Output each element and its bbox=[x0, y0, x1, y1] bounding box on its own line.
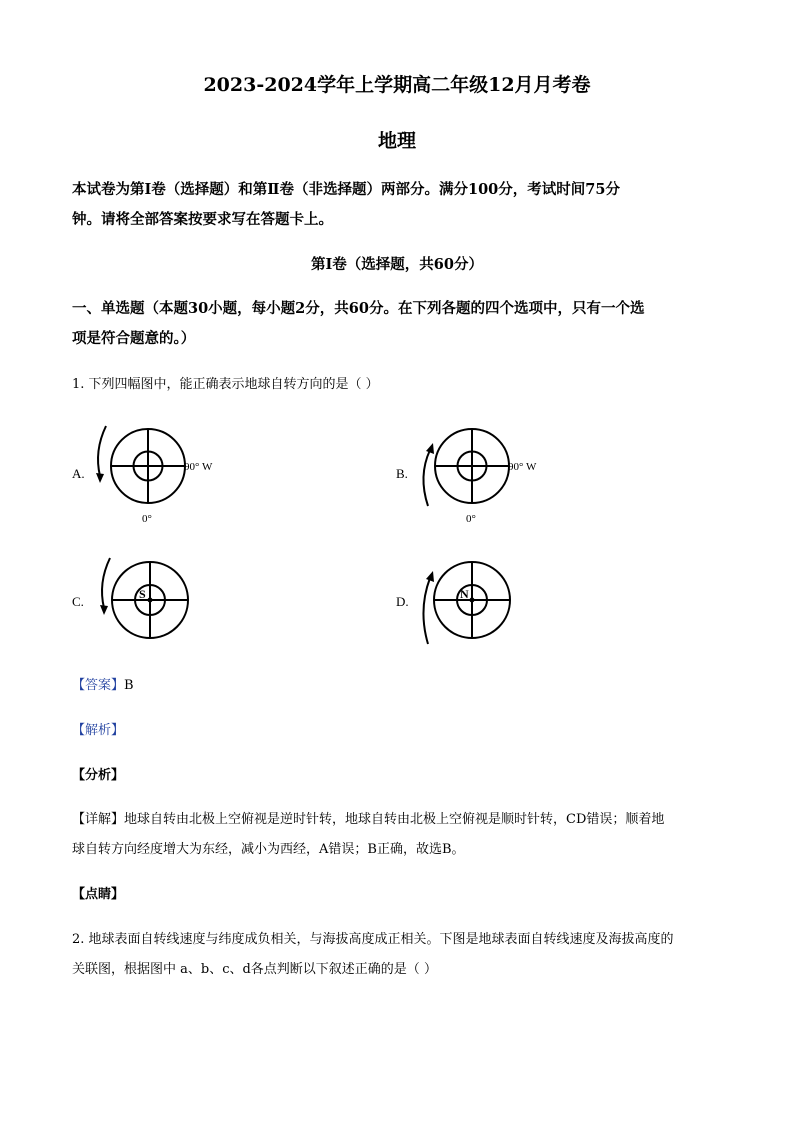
pole-label: N bbox=[460, 587, 469, 601]
answer-line bbox=[72, 674, 134, 693]
option-a-label: A. bbox=[72, 466, 85, 481]
meridian-label-bottom: 0° bbox=[142, 513, 152, 525]
analysis-tag: 【解析】 bbox=[72, 723, 125, 738]
section-heading: 第Ⅰ卷（选择题，共60分） bbox=[311, 256, 483, 273]
option-a-diagram bbox=[88, 418, 228, 530]
option-d-diagram bbox=[412, 548, 552, 660]
arrow-head-icon bbox=[426, 443, 434, 454]
answer-tag: 【答案】 bbox=[72, 678, 125, 693]
meridian-label-right: 90° W bbox=[184, 461, 213, 473]
intro-line-1: 本试卷为第Ⅰ卷（选择题）和第Ⅱ卷（非选择题）两部分。满分100分，考试时间75分 bbox=[72, 181, 620, 198]
exam-title: 2023-2024学年上学期高二年级12月月考卷 bbox=[203, 74, 591, 96]
part-one-line-2: 项是符合题意的。） bbox=[72, 330, 196, 347]
intro-line-2: 钟。请将全部答案按要求写在答题卡上。 bbox=[72, 211, 333, 228]
detail-tag: 【详解】 bbox=[72, 812, 125, 827]
pole-dot bbox=[470, 598, 475, 603]
rotation-arrow-up bbox=[423, 450, 430, 506]
option-c-diagram bbox=[88, 548, 228, 660]
comment-tag: 【点睛】 bbox=[72, 887, 125, 902]
detail-line-1 bbox=[72, 808, 664, 827]
part-one-line-1: 一、单选题（本题30小题，每小题2分，共60分。在下列各题的四个选项中，只有一个选 bbox=[72, 300, 645, 317]
pole-dot bbox=[148, 598, 153, 603]
pole-label: S bbox=[139, 587, 146, 601]
option-c-label: C. bbox=[72, 594, 84, 609]
meridian-label-right: 90° W bbox=[508, 461, 537, 473]
question-2-line-1: 2. 地球表面自转线速度与纬度成负相关，与海拔高度成正相关。下图是地球表面自转线速度及海拔高度的 bbox=[72, 932, 674, 947]
rotation-arrow-up bbox=[423, 578, 430, 644]
option-b-diagram bbox=[412, 418, 552, 530]
question-1-stem: 1. 下列四幅图中，能正确表示地球自转方向的是（ ） bbox=[72, 377, 379, 392]
arrow-head-icon bbox=[426, 571, 434, 582]
fenxi-tag: 【分析】 bbox=[72, 768, 125, 783]
detail-line-2: 球自转方向经度增大为东经，减小为西经，A错误；B正确，故选B。 bbox=[72, 842, 465, 857]
answer-value: B bbox=[124, 678, 134, 693]
option-d-label: D. bbox=[396, 594, 409, 609]
rotation-arrow-down bbox=[102, 558, 110, 608]
arrow-head-icon bbox=[100, 605, 108, 615]
option-b-label: B. bbox=[396, 466, 408, 481]
rotation-arrow-down bbox=[98, 426, 106, 476]
meridian-label-bottom: 0° bbox=[466, 513, 476, 525]
subject-title: 地理 bbox=[377, 130, 416, 152]
detail-text-1: 地球自转由北极上空俯视是逆时针转，地球自转由北极上空俯视是顺时针转，CD错误；顺着地 bbox=[124, 812, 665, 827]
arrow-head-icon bbox=[96, 473, 104, 483]
question-2-line-2: 关联图，根据图中 a、b、c、d各点判断以下叙述正确的是（ ） bbox=[72, 962, 437, 977]
